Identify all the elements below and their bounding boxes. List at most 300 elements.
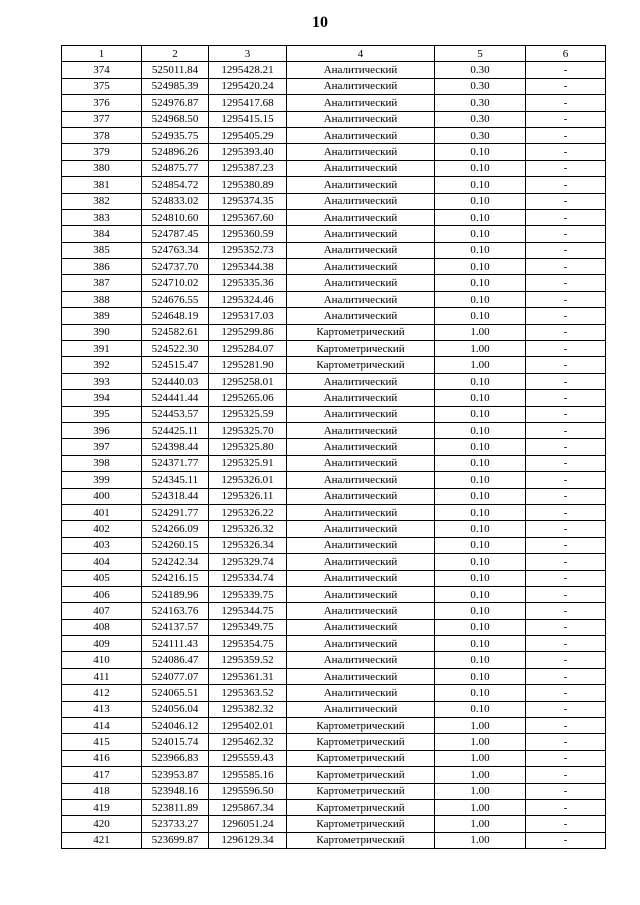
cell-accuracy: 0.10 bbox=[435, 537, 526, 553]
cell-method: Картометрический bbox=[287, 767, 435, 783]
cell-y-coordinate: 1295382.32 bbox=[209, 701, 287, 717]
table-row bbox=[62, 308, 606, 324]
cell-accuracy: 0.10 bbox=[435, 586, 526, 602]
table-row bbox=[62, 324, 606, 340]
cell-note: - bbox=[526, 291, 606, 307]
cell-y-coordinate: 1295335.36 bbox=[209, 275, 287, 291]
column-header: 1 bbox=[62, 46, 142, 62]
cell-point-number: 395 bbox=[62, 406, 142, 422]
cell-x-coordinate: 524111.43 bbox=[142, 636, 209, 652]
cell-note: - bbox=[526, 701, 606, 717]
cell-note: - bbox=[526, 390, 606, 406]
cell-y-coordinate: 1296129.34 bbox=[209, 832, 287, 848]
cell-point-number: 380 bbox=[62, 160, 142, 176]
cell-y-coordinate: 1295344.38 bbox=[209, 259, 287, 275]
cell-accuracy: 0.10 bbox=[435, 554, 526, 570]
cell-x-coordinate: 524345.11 bbox=[142, 472, 209, 488]
cell-x-coordinate: 523953.87 bbox=[142, 767, 209, 783]
table-row bbox=[62, 472, 606, 488]
cell-note: - bbox=[526, 422, 606, 438]
cell-y-coordinate: 1295326.01 bbox=[209, 472, 287, 488]
cell-note: - bbox=[526, 62, 606, 78]
table-row bbox=[62, 718, 606, 734]
cell-x-coordinate: 524676.55 bbox=[142, 291, 209, 307]
cell-method: Аналитический bbox=[287, 209, 435, 225]
cell-note: - bbox=[526, 226, 606, 242]
cell-method: Аналитический bbox=[287, 521, 435, 537]
cell-x-coordinate: 524787.45 bbox=[142, 226, 209, 242]
cell-note: - bbox=[526, 718, 606, 734]
cell-y-coordinate: 1295299.86 bbox=[209, 324, 287, 340]
cell-note: - bbox=[526, 521, 606, 537]
cell-method: Аналитический bbox=[287, 291, 435, 307]
cell-accuracy: 0.10 bbox=[435, 226, 526, 242]
table-row bbox=[62, 619, 606, 635]
table-row bbox=[62, 275, 606, 291]
cell-note: - bbox=[526, 570, 606, 586]
cell-x-coordinate: 524046.12 bbox=[142, 718, 209, 734]
cell-accuracy: 0.10 bbox=[435, 144, 526, 160]
cell-y-coordinate: 1295344.75 bbox=[209, 603, 287, 619]
table-row bbox=[62, 259, 606, 275]
table-row bbox=[62, 636, 606, 652]
cell-x-coordinate: 524935.75 bbox=[142, 127, 209, 143]
cell-point-number: 408 bbox=[62, 619, 142, 635]
cell-note: - bbox=[526, 275, 606, 291]
cell-method: Аналитический bbox=[287, 668, 435, 684]
table-row bbox=[62, 439, 606, 455]
cell-y-coordinate: 1295374.35 bbox=[209, 193, 287, 209]
table-row bbox=[62, 455, 606, 471]
cell-y-coordinate: 1295462.32 bbox=[209, 734, 287, 750]
cell-x-coordinate: 524086.47 bbox=[142, 652, 209, 668]
cell-accuracy: 0.10 bbox=[435, 488, 526, 504]
cell-point-number: 406 bbox=[62, 586, 142, 602]
cell-y-coordinate: 1295596.50 bbox=[209, 783, 287, 799]
cell-note: - bbox=[526, 472, 606, 488]
cell-point-number: 387 bbox=[62, 275, 142, 291]
table-row bbox=[62, 554, 606, 570]
cell-note: - bbox=[526, 160, 606, 176]
cell-accuracy: 0.10 bbox=[435, 668, 526, 684]
table-row bbox=[62, 767, 606, 783]
cell-accuracy: 1.00 bbox=[435, 341, 526, 357]
cell-x-coordinate: 524015.74 bbox=[142, 734, 209, 750]
table-row bbox=[62, 783, 606, 799]
cell-x-coordinate: 524291.77 bbox=[142, 504, 209, 520]
cell-note: - bbox=[526, 439, 606, 455]
cell-point-number: 411 bbox=[62, 668, 142, 684]
table-row bbox=[62, 537, 606, 553]
cell-accuracy: 0.10 bbox=[435, 291, 526, 307]
cell-x-coordinate: 524163.76 bbox=[142, 603, 209, 619]
cell-method: Аналитический bbox=[287, 111, 435, 127]
cell-note: - bbox=[526, 603, 606, 619]
cell-x-coordinate: 524266.09 bbox=[142, 521, 209, 537]
cell-point-number: 392 bbox=[62, 357, 142, 373]
cell-y-coordinate: 1295325.80 bbox=[209, 439, 287, 455]
cell-point-number: 389 bbox=[62, 308, 142, 324]
table-row bbox=[62, 816, 606, 832]
cell-x-coordinate: 524833.02 bbox=[142, 193, 209, 209]
cell-point-number: 381 bbox=[62, 177, 142, 193]
cell-y-coordinate: 1295363.52 bbox=[209, 685, 287, 701]
cell-y-coordinate: 1295329.74 bbox=[209, 554, 287, 570]
table-row bbox=[62, 668, 606, 684]
cell-point-number: 394 bbox=[62, 390, 142, 406]
cell-point-number: 420 bbox=[62, 816, 142, 832]
cell-method: Аналитический bbox=[287, 472, 435, 488]
cell-method: Аналитический bbox=[287, 78, 435, 94]
cell-x-coordinate: 524896.26 bbox=[142, 144, 209, 160]
cell-method: Картометрический bbox=[287, 816, 435, 832]
cell-method: Аналитический bbox=[287, 603, 435, 619]
cell-point-number: 402 bbox=[62, 521, 142, 537]
column-header: 6 bbox=[526, 46, 606, 62]
cell-x-coordinate: 524582.61 bbox=[142, 324, 209, 340]
table-row bbox=[62, 62, 606, 78]
table-row bbox=[62, 603, 606, 619]
page-number: 10 bbox=[312, 14, 328, 31]
cell-method: Аналитический bbox=[287, 685, 435, 701]
cell-note: - bbox=[526, 685, 606, 701]
cell-accuracy: 0.10 bbox=[435, 521, 526, 537]
cell-note: - bbox=[526, 177, 606, 193]
cell-accuracy: 1.00 bbox=[435, 718, 526, 734]
cell-point-number: 382 bbox=[62, 193, 142, 209]
cell-x-coordinate: 524440.03 bbox=[142, 373, 209, 389]
cell-note: - bbox=[526, 144, 606, 160]
cell-note: - bbox=[526, 324, 606, 340]
cell-x-coordinate: 524968.50 bbox=[142, 111, 209, 127]
cell-accuracy: 0.10 bbox=[435, 242, 526, 258]
cell-method: Картометрический bbox=[287, 357, 435, 373]
cell-note: - bbox=[526, 406, 606, 422]
cell-y-coordinate: 1295265.06 bbox=[209, 390, 287, 406]
cell-method: Аналитический bbox=[287, 586, 435, 602]
cell-y-coordinate: 1295326.34 bbox=[209, 537, 287, 553]
cell-point-number: 398 bbox=[62, 455, 142, 471]
cell-accuracy: 0.10 bbox=[435, 406, 526, 422]
cell-method: Аналитический bbox=[287, 652, 435, 668]
cell-accuracy: 0.10 bbox=[435, 390, 526, 406]
cell-note: - bbox=[526, 504, 606, 520]
table-row bbox=[62, 750, 606, 766]
cell-method: Аналитический bbox=[287, 554, 435, 570]
cell-point-number: 400 bbox=[62, 488, 142, 504]
cell-y-coordinate: 1295402.01 bbox=[209, 718, 287, 734]
cell-accuracy: 0.30 bbox=[435, 78, 526, 94]
cell-point-number: 386 bbox=[62, 259, 142, 275]
cell-accuracy: 0.10 bbox=[435, 160, 526, 176]
cell-note: - bbox=[526, 127, 606, 143]
cell-point-number: 414 bbox=[62, 718, 142, 734]
cell-note: - bbox=[526, 242, 606, 258]
cell-x-coordinate: 524065.51 bbox=[142, 685, 209, 701]
cell-y-coordinate: 1295585.16 bbox=[209, 767, 287, 783]
coordinates-table bbox=[61, 45, 606, 849]
cell-method: Аналитический bbox=[287, 701, 435, 717]
cell-accuracy: 0.30 bbox=[435, 111, 526, 127]
cell-x-coordinate: 524875.77 bbox=[142, 160, 209, 176]
cell-y-coordinate: 1295325.59 bbox=[209, 406, 287, 422]
cell-point-number: 399 bbox=[62, 472, 142, 488]
cell-x-coordinate: 524810.60 bbox=[142, 209, 209, 225]
cell-x-coordinate: 524453.57 bbox=[142, 406, 209, 422]
cell-point-number: 410 bbox=[62, 652, 142, 668]
cell-note: - bbox=[526, 259, 606, 275]
cell-accuracy: 0.10 bbox=[435, 472, 526, 488]
cell-note: - bbox=[526, 750, 606, 766]
cell-method: Аналитический bbox=[287, 373, 435, 389]
cell-point-number: 396 bbox=[62, 422, 142, 438]
cell-point-number: 409 bbox=[62, 636, 142, 652]
cell-note: - bbox=[526, 341, 606, 357]
cell-y-coordinate: 1295349.75 bbox=[209, 619, 287, 635]
cell-x-coordinate: 524056.04 bbox=[142, 701, 209, 717]
cell-point-number: 385 bbox=[62, 242, 142, 258]
cell-y-coordinate: 1295352.73 bbox=[209, 242, 287, 258]
cell-x-coordinate: 524077.07 bbox=[142, 668, 209, 684]
cell-point-number: 376 bbox=[62, 95, 142, 111]
cell-point-number: 417 bbox=[62, 767, 142, 783]
cell-accuracy: 1.00 bbox=[435, 799, 526, 815]
cell-y-coordinate: 1295415.15 bbox=[209, 111, 287, 127]
table-row bbox=[62, 734, 606, 750]
cell-point-number: 374 bbox=[62, 62, 142, 78]
table-row bbox=[62, 373, 606, 389]
table-row bbox=[62, 488, 606, 504]
cell-note: - bbox=[526, 537, 606, 553]
cell-note: - bbox=[526, 783, 606, 799]
cell-method: Аналитический bbox=[287, 127, 435, 143]
cell-y-coordinate: 1295367.60 bbox=[209, 209, 287, 225]
table-row bbox=[62, 422, 606, 438]
cell-method: Аналитический bbox=[287, 62, 435, 78]
cell-x-coordinate: 524137.57 bbox=[142, 619, 209, 635]
cell-method: Картометрический bbox=[287, 324, 435, 340]
table-row bbox=[62, 193, 606, 209]
table-row bbox=[62, 406, 606, 422]
cell-accuracy: 0.10 bbox=[435, 504, 526, 520]
cell-note: - bbox=[526, 586, 606, 602]
cell-x-coordinate: 524398.44 bbox=[142, 439, 209, 455]
cell-note: - bbox=[526, 554, 606, 570]
cell-method: Аналитический bbox=[287, 455, 435, 471]
table-row bbox=[62, 127, 606, 143]
table-row bbox=[62, 390, 606, 406]
cell-accuracy: 0.10 bbox=[435, 455, 526, 471]
table-row bbox=[62, 685, 606, 701]
cell-method: Аналитический bbox=[287, 160, 435, 176]
cell-method: Аналитический bbox=[287, 177, 435, 193]
cell-note: - bbox=[526, 488, 606, 504]
column-header: 3 bbox=[209, 46, 287, 62]
cell-accuracy: 0.30 bbox=[435, 62, 526, 78]
cell-x-coordinate: 524441.44 bbox=[142, 390, 209, 406]
cell-point-number: 404 bbox=[62, 554, 142, 570]
cell-accuracy: 0.30 bbox=[435, 127, 526, 143]
cell-point-number: 412 bbox=[62, 685, 142, 701]
cell-method: Аналитический bbox=[287, 95, 435, 111]
cell-accuracy: 0.10 bbox=[435, 701, 526, 717]
cell-x-coordinate: 523948.16 bbox=[142, 783, 209, 799]
cell-method: Аналитический bbox=[287, 422, 435, 438]
cell-method: Аналитический bbox=[287, 242, 435, 258]
cell-y-coordinate: 1295867.34 bbox=[209, 799, 287, 815]
cell-accuracy: 0.10 bbox=[435, 570, 526, 586]
cell-x-coordinate: 523733.27 bbox=[142, 816, 209, 832]
cell-y-coordinate: 1295325.91 bbox=[209, 455, 287, 471]
cell-x-coordinate: 524216.15 bbox=[142, 570, 209, 586]
cell-note: - bbox=[526, 95, 606, 111]
cell-method: Картометрический bbox=[287, 783, 435, 799]
cell-note: - bbox=[526, 308, 606, 324]
cell-y-coordinate: 1295420.24 bbox=[209, 78, 287, 94]
cell-method: Аналитический bbox=[287, 439, 435, 455]
table-row bbox=[62, 291, 606, 307]
cell-method: Аналитический bbox=[287, 193, 435, 209]
table-header-row bbox=[62, 46, 606, 62]
cell-x-coordinate: 523811.89 bbox=[142, 799, 209, 815]
cell-y-coordinate: 1295284.07 bbox=[209, 341, 287, 357]
cell-accuracy: 0.10 bbox=[435, 422, 526, 438]
cell-y-coordinate: 1295258.01 bbox=[209, 373, 287, 389]
cell-point-number: 416 bbox=[62, 750, 142, 766]
table-row bbox=[62, 160, 606, 176]
cell-accuracy: 1.00 bbox=[435, 357, 526, 373]
cell-point-number: 407 bbox=[62, 603, 142, 619]
cell-x-coordinate: 524737.70 bbox=[142, 259, 209, 275]
cell-point-number: 419 bbox=[62, 799, 142, 815]
table-row bbox=[62, 341, 606, 357]
cell-note: - bbox=[526, 78, 606, 94]
table-row bbox=[62, 799, 606, 815]
cell-method: Аналитический bbox=[287, 226, 435, 242]
cell-y-coordinate: 1295393.40 bbox=[209, 144, 287, 160]
cell-note: - bbox=[526, 799, 606, 815]
cell-accuracy: 1.00 bbox=[435, 750, 526, 766]
cell-y-coordinate: 1295361.31 bbox=[209, 668, 287, 684]
table-row bbox=[62, 521, 606, 537]
column-header: 2 bbox=[142, 46, 209, 62]
cell-x-coordinate: 524371.77 bbox=[142, 455, 209, 471]
cell-note: - bbox=[526, 455, 606, 471]
cell-accuracy: 1.00 bbox=[435, 832, 526, 848]
cell-accuracy: 0.10 bbox=[435, 259, 526, 275]
cell-accuracy: 1.00 bbox=[435, 734, 526, 750]
cell-point-number: 421 bbox=[62, 832, 142, 848]
cell-accuracy: 1.00 bbox=[435, 767, 526, 783]
cell-method: Аналитический bbox=[287, 406, 435, 422]
cell-y-coordinate: 1295387.23 bbox=[209, 160, 287, 176]
cell-x-coordinate: 524242.34 bbox=[142, 554, 209, 570]
cell-accuracy: 0.10 bbox=[435, 373, 526, 389]
cell-accuracy: 0.10 bbox=[435, 603, 526, 619]
cell-point-number: 391 bbox=[62, 341, 142, 357]
table-row bbox=[62, 570, 606, 586]
table-row bbox=[62, 111, 606, 127]
cell-accuracy: 0.10 bbox=[435, 275, 526, 291]
cell-y-coordinate: 1296051.24 bbox=[209, 816, 287, 832]
cell-accuracy: 0.10 bbox=[435, 685, 526, 701]
cell-accuracy: 0.10 bbox=[435, 439, 526, 455]
cell-point-number: 393 bbox=[62, 373, 142, 389]
cell-x-coordinate: 524260.15 bbox=[142, 537, 209, 553]
column-header: 5 bbox=[435, 46, 526, 62]
cell-note: - bbox=[526, 816, 606, 832]
cell-note: - bbox=[526, 832, 606, 848]
cell-y-coordinate: 1295339.75 bbox=[209, 586, 287, 602]
cell-y-coordinate: 1295360.59 bbox=[209, 226, 287, 242]
cell-accuracy: 0.10 bbox=[435, 652, 526, 668]
cell-point-number: 401 bbox=[62, 504, 142, 520]
table-row bbox=[62, 504, 606, 520]
cell-x-coordinate: 524189.96 bbox=[142, 586, 209, 602]
cell-point-number: 377 bbox=[62, 111, 142, 127]
cell-point-number: 413 bbox=[62, 701, 142, 717]
table-row bbox=[62, 242, 606, 258]
cell-y-coordinate: 1295380.89 bbox=[209, 177, 287, 193]
cell-note: - bbox=[526, 619, 606, 635]
table-row bbox=[62, 177, 606, 193]
cell-note: - bbox=[526, 636, 606, 652]
cell-method: Аналитический bbox=[287, 488, 435, 504]
cell-x-coordinate: 523966.83 bbox=[142, 750, 209, 766]
cell-accuracy: 0.10 bbox=[435, 308, 526, 324]
cell-y-coordinate: 1295324.46 bbox=[209, 291, 287, 307]
cell-method: Аналитический bbox=[287, 636, 435, 652]
cell-x-coordinate: 525011.84 bbox=[142, 62, 209, 78]
cell-note: - bbox=[526, 111, 606, 127]
cell-note: - bbox=[526, 357, 606, 373]
cell-accuracy: 0.10 bbox=[435, 209, 526, 225]
cell-method: Картометрический bbox=[287, 734, 435, 750]
cell-note: - bbox=[526, 734, 606, 750]
cell-note: - bbox=[526, 209, 606, 225]
cell-point-number: 405 bbox=[62, 570, 142, 586]
cell-note: - bbox=[526, 767, 606, 783]
cell-y-coordinate: 1295559.43 bbox=[209, 750, 287, 766]
cell-y-coordinate: 1295334.74 bbox=[209, 570, 287, 586]
cell-point-number: 383 bbox=[62, 209, 142, 225]
cell-method: Аналитический bbox=[287, 570, 435, 586]
cell-x-coordinate: 524710.02 bbox=[142, 275, 209, 291]
cell-accuracy: 0.30 bbox=[435, 95, 526, 111]
cell-y-coordinate: 1295354.75 bbox=[209, 636, 287, 652]
cell-method: Аналитический bbox=[287, 619, 435, 635]
cell-y-coordinate: 1295326.32 bbox=[209, 521, 287, 537]
cell-method: Картометрический bbox=[287, 799, 435, 815]
table-row bbox=[62, 652, 606, 668]
cell-method: Аналитический bbox=[287, 537, 435, 553]
table-row bbox=[62, 832, 606, 848]
table-row bbox=[62, 586, 606, 602]
cell-x-coordinate: 524515.47 bbox=[142, 357, 209, 373]
cell-point-number: 379 bbox=[62, 144, 142, 160]
cell-note: - bbox=[526, 652, 606, 668]
cell-method: Аналитический bbox=[287, 144, 435, 160]
cell-note: - bbox=[526, 193, 606, 209]
cell-point-number: 415 bbox=[62, 734, 142, 750]
cell-point-number: 397 bbox=[62, 439, 142, 455]
cell-point-number: 390 bbox=[62, 324, 142, 340]
cell-point-number: 388 bbox=[62, 291, 142, 307]
table-row bbox=[62, 95, 606, 111]
cell-method: Аналитический bbox=[287, 259, 435, 275]
table-body bbox=[62, 62, 606, 849]
cell-x-coordinate: 524985.39 bbox=[142, 78, 209, 94]
